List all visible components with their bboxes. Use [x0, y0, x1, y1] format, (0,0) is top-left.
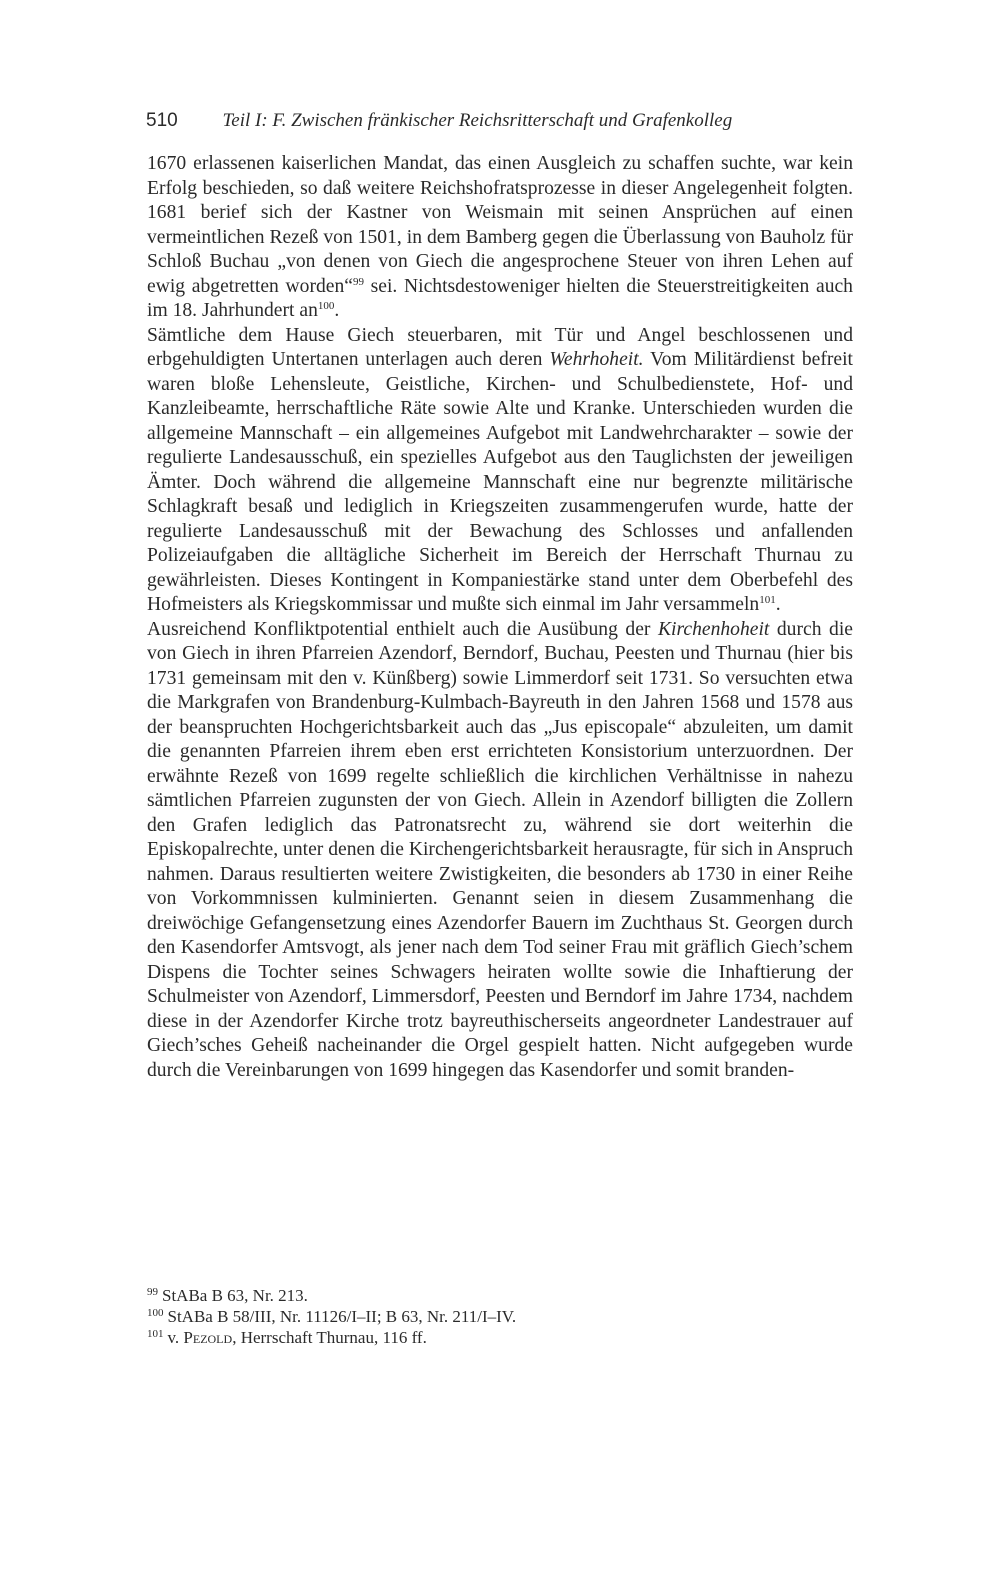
text-run: .	[334, 300, 340, 321]
text-run: durch die von Giech in ihren Pfarreien Azendorf, Berndorf, Buchau, Peesten und Thurnau (hier bis 1731 gemeinsam mit den v. Künßberg) sowie Limmerdorf seit 1731. So versuchten etwa die Markgrafen von Brandenburg-Kulmbach-Bayreuth in den Jahren 1568 und 1578 aus der beanspruchten Hochgerichtsbarkeit auch das „Jus episcopale“ abzuleiten, um damit die genannten Pfarreien ihrem eben erst errichteten Konsistorium unterzuordnen. Der erwähnte Rezeß von 1699 regelte schließlich die kirchlichen Verhältnisse in nahezu sämtlichen Pfarreien zugunsten der von Giech. Allein in Azendorf billigten die Zollern den Grafen lediglich das Patronatsrecht zu, während sie dort weiterhin die Episkopalrechte, unter denen die Kirchengerichtsbarkeit herausragte, für sich in Anspruch nahmen. Daraus resultierten weitere Zwistigkeiten, die besonders ab 1730 in einer Reihe von Vorkommnissen kulminierten. Genannt seien in diesem Zusammenhang die dreiwöchige Gefangensetzung eines Azendorfer Bauern im Zuchthaus St. Georgen durch den Kasendorfer Amtsvogt, als jener nach dem Tod seiner Frau mit gräflich Giech’schem Dispens die Tochter seines Schwagers heiraten wollte sowie die Inhaftierung der Schulmeister von Azendorf, Limmersdorf, Peesten und Berndorf im Jahre 1734, nachdem diese in der Azendorfer Kirche trotz bayreuthischerseits angeordneter Landestrauer auf Giech’sches Geheiß nacheinander die Orgel gespielt hatten. Nicht aufgegeben wurde durch die Vereinbarungen von 1699 hingegen das Kasendorfer und somit branden-	[147, 618, 853, 1081]
footnote-ref: 99	[352, 275, 364, 288]
text-run: sei. Nichtsdestoweniger hielten die Steuerstreitigkeiten auch im 18. Jahrhundert an	[147, 275, 853, 321]
emphasis: Wehrhoheit.	[549, 349, 644, 370]
running-head: Teil I: F. Zwischen fränkischer Reichsritterschaft und Grafenkolleg	[222, 110, 733, 131]
footnote-ref: 101	[759, 594, 776, 606]
paragraph	[147, 618, 853, 1084]
emphasis: Kirchenhoheit	[657, 618, 770, 640]
text-run: 1670 erlassenen kaiserlichen Mandat, das einen Ausgleich zu schaffen suchte, war kein Erfolg beschieden, so daß weitere Reichshofratsprozesse in dieser Angelegenheit folgten. 1681 berief sich der Kastner von Weismain mit seinen Ansprüchen auf einen vermeintlichen Rezeß von 1501, in dem Bamberg gegen die Überlassung von Bauholz für Schloß Buchau „von denen von Giech die angesprochene Steuer von ihren Lehen auf ewig abgetretten worden“	[147, 153, 853, 297]
footnote-text: StABa B 58/III, Nr. 11126/I–II; B 63, Nr. 211/I–IV.	[167, 1307, 517, 1326]
author-name: Pezold	[183, 1328, 233, 1347]
main-text	[147, 152, 853, 1083]
footnote-text: , Herrschaft Thurnau, 116 ff.	[232, 1328, 427, 1347]
footnote-mark: 99	[147, 1286, 158, 1298]
page-header	[146, 106, 866, 136]
footnote	[147, 1306, 853, 1327]
footnote-text: StABa B 63, Nr. 213.	[162, 1286, 308, 1305]
text-run: .	[775, 594, 781, 615]
footnote-mark: 101	[147, 1328, 164, 1340]
footnote	[147, 1327, 853, 1348]
text-run: Sämtliche dem Hause Giech steuerbaren, mit Tür und Angel beschlossenen und erbgehuldigten Untertanen unterlagen auch deren	[147, 324, 853, 370]
text-run: Ausreichend Konfliktpotential enthielt auch die Ausübung der	[147, 618, 658, 640]
paragraph	[147, 324, 853, 618]
paragraph	[147, 152, 853, 324]
footnote	[147, 1285, 853, 1306]
footnote-mark: 100	[147, 1307, 164, 1319]
text-run: Vom Militärdienst befreit waren bloße Lehensleute, Geistliche, Kirchen- und Schulbedienstete, Hof- und Kanzleibeamte, herrschaftliche Räte sowie Alte und Kranke. Unterschieden wurden die allgemeine Mannschaft – ein allgemeines Aufgebot mit Landwehrcharakter – sowie der regulierte Landesausschuß, ein spezielles Aufgebot aus den Tauglichsten der jeweiligen Ämter. Doch während die allgemeine Mannschaft eine nur begrenzte militärische Schlagkraft besaß und lediglich in Kriegszeiten zusammengerufen wurde, hatte der regulierte Landesausschuß mit der Bewachung des Schlosses und anfallenden Polizeiaufgaben die alltägliche Sicherheit im Bereich der Herrschaft Thurnau zu gewährleisten. Dieses Kontingent in Kompaniestärke stand unter dem Oberbefehl des Hofmeisters als Kriegskommissar und mußte sich einmal im Jahr versammeln	[147, 349, 853, 615]
footnotes	[147, 1285, 853, 1348]
page-number: 510	[146, 110, 178, 131]
footnote-ref: 100	[317, 300, 335, 312]
footnote-prefix: v.	[167, 1328, 184, 1347]
